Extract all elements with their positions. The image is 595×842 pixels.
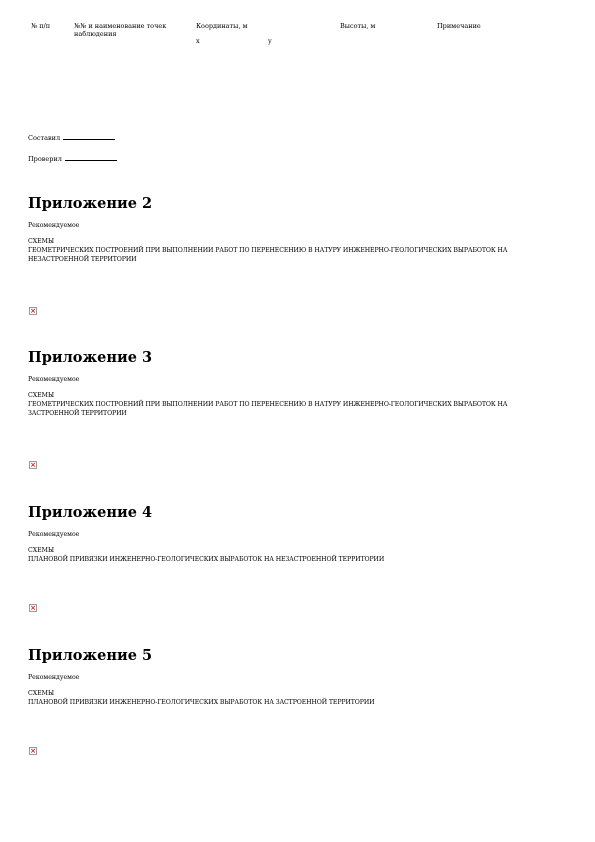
column-coordinates-header: Координаты, м (196, 22, 248, 30)
column-number-header: № п/п (31, 22, 51, 30)
signature-line (63, 133, 115, 140)
appendix-recommended-label: Рекомендуемое (28, 376, 80, 383)
appendix-description: ГЕОМЕТРИЧЕСКИХ ПОСТРОЕНИЙ ПРИ ВЫПОЛНЕНИИ РАБОТ ПО ПЕРЕНЕСЕНИЮ В НАТУРУ ИНЖЕНЕРНО-ГЕОЛОГИЧЕСКИХ ВЫРАБОТОК НА ЗАСТРОЕННОЙ ТЕРРИТОРИИ (28, 401, 508, 417)
appendix-kind: СХЕМЫ (28, 238, 55, 245)
appendix-2 (28, 195, 568, 264)
broken-image-icon: × (30, 461, 36, 469)
appendix-description: ПЛАНОВОЙ ПРИВЯЗКИ ИНЖЕНЕРНО-ГЕОЛОГИЧЕСКИХ ВЫРАБОТОК НА ЗАСТРОЕННОЙ ТЕРРИТОРИИ (28, 699, 375, 706)
checked-by-label: Проверил (28, 155, 62, 163)
broken-image-icon: × (30, 747, 36, 755)
appendix-description: ПЛАНОВОЙ ПРИВЯЗКИ ИНЖЕНЕРНО-ГЕОЛОГИЧЕСКИХ ВЫРАБОТОК НА НЕЗАСТРОЕННОЙ ТЕРРИТОРИИ (28, 556, 385, 563)
broken-image-icon: × (30, 307, 36, 315)
appendix-recommended-label: Рекомендуемое (28, 674, 80, 681)
appendix-title: Приложение 4 (28, 504, 153, 521)
broken-image-icon: × (30, 604, 36, 612)
appendix-recommended-label: Рекомендуемое (28, 222, 80, 229)
appendix-recommended-label: Рекомендуемое (28, 531, 80, 538)
column-heights-header: Высоты, м (340, 22, 376, 30)
appendix-description: ГЕОМЕТРИЧЕСКИХ ПОСТРОЕНИЙ ПРИ ВЫПОЛНЕНИИ РАБОТ ПО ПЕРЕНЕСЕНИЮ В НАТУРУ ИНЖЕНЕРНО-ГЕОЛОГИЧЕСКИХ ВЫРАБОТОК НА НЕЗАСТРОЕННОЙ ТЕРРИТОРИИ (28, 247, 508, 263)
appendix-title: Приложение 3 (28, 349, 153, 366)
column-points-header: №№ и наименование точек наблюдения (74, 22, 167, 38)
compiled-by-label: Составил (28, 134, 61, 142)
column-note-header: Примечание (437, 22, 481, 30)
column-coordinate-y-header: y (268, 37, 272, 45)
checked-by-signature (28, 154, 117, 163)
appendix-kind: СХЕМЫ (28, 547, 55, 554)
appendix-4 (28, 504, 568, 564)
appendix-kind: СХЕМЫ (28, 690, 55, 697)
appendix-3 (28, 349, 568, 418)
appendix-title: Приложение 5 (28, 647, 153, 664)
compiled-by-signature (28, 133, 115, 142)
observation-table-header (0, 22, 595, 46)
appendix-kind: СХЕМЫ (28, 392, 55, 399)
signature-line (65, 154, 117, 161)
column-coordinate-x-header: x (196, 37, 200, 45)
appendix-title: Приложение 2 (28, 195, 153, 212)
appendix-5 (28, 647, 568, 707)
